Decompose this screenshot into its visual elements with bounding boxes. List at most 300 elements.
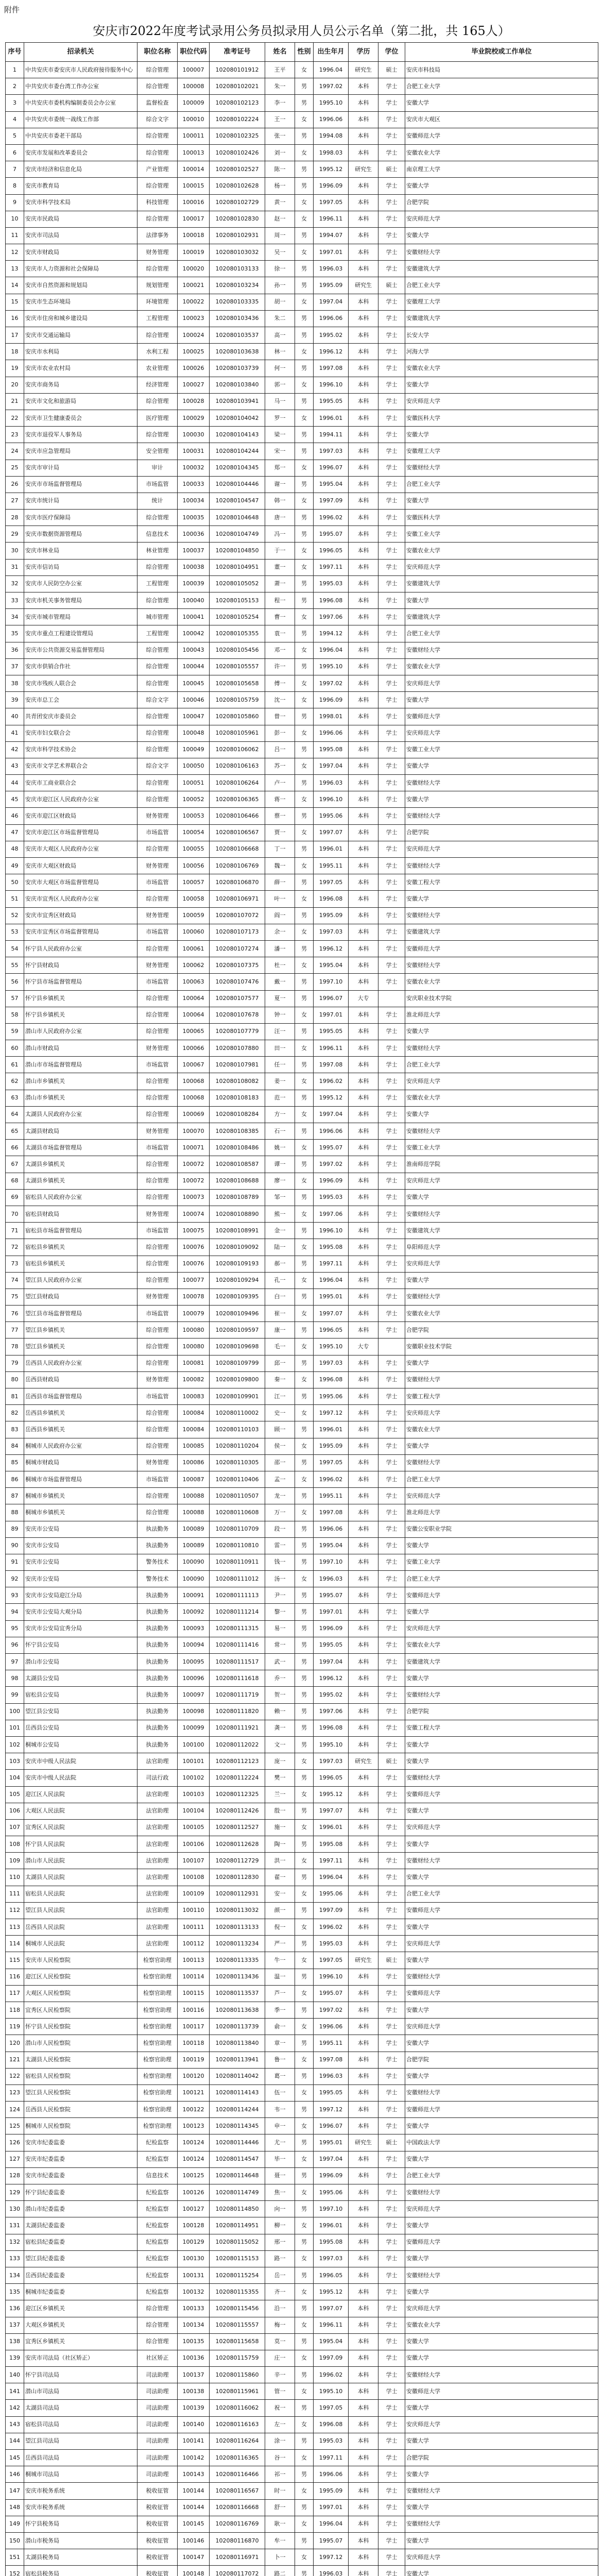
table-cell: 102080107779 [210,1023,265,1040]
table-cell: 学士 [378,1454,405,1471]
table-row [6,543,598,559]
table-cell: 男 [295,2566,314,2576]
table-cell: 学士 [378,957,405,974]
table-cell: 学士 [378,2217,405,2234]
table-row [6,1289,598,1305]
table-cell: 33 [6,592,24,609]
table-cell: 1996.08 [314,1720,349,1736]
table-cell: 102080109496 [210,1306,265,1322]
table-cell: 迎江区人民检察院 [24,1969,137,1985]
table-row [6,2167,598,2184]
table-cell: 100148 [178,2566,210,2576]
page-title: 安庆市2022年度考试录用公务员拟录用人员公示名单（第二批，共 165人） [93,24,510,38]
table-cell: 女 [295,1239,314,1256]
table-cell: 135 [6,2284,24,2300]
table-cell: 姚一 [265,1140,295,1156]
table-cell: 1996.07 [314,990,349,1007]
table-cell: 1996.03 [314,2566,349,2576]
table-cell: 102080103335 [210,294,265,310]
table-cell: 女 [295,294,314,310]
table-cell: 1995.05 [314,1023,349,1040]
table-cell: 127 [6,2151,24,2167]
table-cell: 51 [6,891,24,907]
table-cell: 男 [295,775,314,791]
table-cell: 学士 [378,1853,405,1869]
table-cell: 73 [6,1256,24,1272]
table-cell: 合肥工业大学 [405,476,598,493]
table-cell: 检察官助理 [137,2118,178,2134]
table-cell: 100104 [178,1803,210,1819]
table-cell: 桐城市人民政府办公室 [24,1438,137,1454]
table-cell: 本科 [349,2234,378,2250]
table-cell: 潜山市人民法院 [24,1853,137,1869]
table-cell: 安徽大学 [405,2250,598,2267]
table-cell: 102080110406 [210,1471,265,1487]
table-cell: 学士 [378,1786,405,1803]
table-cell: 任一 [265,1057,295,1073]
table-cell: 刘一 [265,144,295,161]
table-cell: 太湖县纪委监委 [24,2217,137,2234]
table-cell: 学士 [378,1488,405,1504]
table-cell: 1995.07 [314,1587,349,1604]
table-cell: 2 [6,78,24,95]
table-cell: 学士 [378,543,405,559]
table-cell: 女 [295,144,314,161]
table-cell: 100137 [178,2367,210,2383]
table-cell: 男 [295,1604,314,1620]
table-cell: 男 [295,178,314,194]
table-cell: 128 [6,2167,24,2184]
table-row [6,1471,598,1487]
table-cell: 1996.05 [314,543,349,559]
table-cell: 83 [6,1421,24,1438]
table-cell: 产业管理 [137,161,178,178]
table-cell: 本科 [349,2300,378,2317]
table-cell: 98 [6,1670,24,1687]
table-cell: 纪检监察 [137,2184,178,2201]
table-cell: 本科 [349,327,378,344]
table-row [6,2035,598,2052]
table-cell: 安徽财经大学 [405,907,598,924]
table-cell: 1997.02 [314,1156,349,1173]
table-cell: 戴一 [265,974,295,990]
table-cell: 学士 [378,924,405,940]
table-cell: 安徽财经大学 [405,2483,598,2499]
table-cell: 男 [295,2433,314,2449]
table-cell: 60 [6,1040,24,1057]
table-cell: 102080115254 [210,2267,265,2283]
table-cell: 安庆市文学艺术界联合会 [24,758,137,774]
table-cell: 安庆市水利局 [24,344,137,360]
table-cell: 102080103537 [210,327,265,344]
table-cell: 宿松县财政局 [24,1206,137,1222]
table-cell: 潜山市市场监督管理局 [24,1057,137,1073]
table-cell: 100052 [178,791,210,808]
table-cell: 102080115860 [210,2367,265,2383]
table-cell: 1995.10 [314,658,349,675]
table-cell: 102080111921 [210,1720,265,1736]
table-row [6,1090,598,1106]
table-cell: 安徽财经大学 [405,2084,598,2101]
table-cell: 100023 [178,310,210,327]
table-cell: 综合管理 [137,1007,178,1023]
table-cell: 安徽建筑大学 [405,261,598,277]
table-cell: 薛一 [265,874,295,891]
table-cell: 女 [295,493,314,509]
table-cell: 男 [295,658,314,675]
table-cell: 学士 [378,907,405,924]
table-cell: 本科 [349,1936,378,1952]
table-cell: 100092 [178,1604,210,1620]
table-cell: 1996.09 [314,692,349,708]
table-cell: 安徽大学 [405,692,598,708]
table-cell: 102080106365 [210,791,265,808]
table-cell: 102080113436 [210,1969,265,1985]
table-cell: 萧一 [265,575,295,592]
table-cell: 7 [6,161,24,178]
table-cell: 本科 [349,1654,378,1670]
table-cell: 莫一 [265,2333,295,2350]
table-cell: 乔一 [265,1670,295,1687]
table-cell: 137 [6,2317,24,2333]
table-cell: 安徽财经大学 [405,2184,598,2201]
table-cell: 男 [295,1554,314,1570]
table-row [6,940,598,957]
table-cell: 100026 [178,360,210,377]
table-cell: 怀宁县财政局 [24,957,137,974]
table-cell: 司法助理 [137,2400,178,2416]
table-cell: 学士 [378,78,405,95]
table-row [6,1720,598,1736]
table-cell: 安徽师范大学 [405,708,598,725]
table-cell: 综合管理 [137,327,178,344]
table-cell: 学士 [378,1073,405,1090]
table-cell: 安庆师范大学 [405,1405,598,1421]
table-cell: 102080111113 [210,1587,265,1604]
table-cell: 65 [6,1123,24,1140]
table-cell: 本科 [349,310,378,327]
table-cell: 本科 [349,1571,378,1587]
table-row [6,327,598,344]
table-cell: 安徽大学 [405,377,598,393]
table-cell: 学士 [378,1106,405,1123]
table-cell: 石一 [265,1123,295,1140]
table-row [6,725,598,741]
table-cell: 安徽大学 [405,178,598,194]
table-cell: 本科 [349,1703,378,1720]
table-cell: 法官助理 [137,1819,178,1836]
table-cell: 宿松县乡镇机关 [24,1239,137,1256]
table-cell: 100131 [178,2267,210,2283]
table-cell: 综合管理 [137,675,178,691]
table-cell: 1995.05 [314,393,349,410]
table-cell: 102080107072 [210,907,265,924]
table-cell: 女 [295,1438,314,1454]
table-row [6,2184,598,2201]
table-cell: 本科 [349,2383,378,2400]
table-cell: 100035 [178,510,210,526]
table-cell: 男 [295,2234,314,2250]
table-cell: 法官助理 [137,1836,178,1853]
table-cell: 102080107476 [210,974,265,990]
table-cell: 左一 [265,2416,295,2433]
table-cell: 女 [295,1471,314,1487]
table-cell: 安徽公安职业学院 [405,1521,598,1537]
table-cell: 学士 [378,360,405,377]
table-cell: 1997.08 [314,2052,349,2068]
table-cell: 学士 [378,111,405,128]
table-cell: 82 [6,1405,24,1421]
table-row [6,2532,598,2549]
table-cell: 警务技术 [137,1554,178,1570]
table-cell: 安徽师范大学 [405,2234,598,2250]
table-cell: 合肥工业大学 [405,2167,598,2184]
table-cell: 100065 [178,1023,210,1040]
table-cell: 女 [295,1753,314,1770]
table-cell: 学士 [378,1040,405,1057]
table-cell: 1997.06 [314,1703,349,1720]
table-cell: 100064 [178,1007,210,1023]
table-cell: 男 [295,1454,314,1471]
table-cell: 潜山市税务局 [24,2532,137,2549]
table-row [6,427,598,443]
table-cell: 学士 [378,1471,405,1487]
table-cell: 潜山市纪委监委 [24,2201,137,2217]
table-cell: 100063 [178,974,210,990]
table-cell: 100019 [178,244,210,261]
table-cell: 学士 [378,1206,405,1222]
table-cell: 学士 [378,2201,405,2217]
table-cell: 1995.08 [314,1239,349,1256]
table-cell: 韩一 [265,493,295,509]
table-cell: 怀宁县人民法院 [24,1836,137,1853]
table-cell: 1997.07 [314,1306,349,1322]
table-row [6,2118,598,2134]
table-cell: 100139 [178,2400,210,2416]
table-cell: 安庆市宜秀区市场监督管理局 [24,924,137,940]
table-cell: 31 [6,559,24,575]
table-cell: 安徽财经大学 [405,775,598,791]
table-cell: 116 [6,1969,24,1985]
table-cell: 本科 [349,2167,378,2184]
table-cell: 安徽大学 [405,1919,598,1936]
table-cell: 怀宁县乡镇机关 [24,1007,137,1023]
table-cell: 102080105961 [210,725,265,741]
table-cell: 学士 [378,1902,405,1919]
table-cell: 俞一 [265,2019,295,2035]
table-cell: 男 [295,2367,314,2383]
table-cell: 9 [6,194,24,211]
table-cell: 税收征管 [137,2516,178,2532]
table-cell: 孔一 [265,1272,295,1289]
table-cell: 本科 [349,1454,378,1471]
table-cell: 男 [295,78,314,95]
table-row [6,1521,598,1537]
table-cell: 学士 [378,808,405,824]
table-cell: 潜山市公安局 [24,1654,137,1670]
table-row [6,1421,598,1438]
table-cell: 本科 [349,1371,378,1388]
table-cell: 102080106567 [210,824,265,841]
table-cell: 学士 [378,2367,405,2383]
table-cell: 龚一 [265,1720,295,1736]
table-cell: 100134 [178,2317,210,2333]
table-cell: 43 [6,758,24,774]
table-row [6,1438,598,1454]
table-cell: 1997.10 [314,974,349,990]
table-cell: 本科 [349,543,378,559]
table-cell: 孙一 [265,277,295,294]
table-cell: 132 [6,2234,24,2250]
table-cell: 安徽医科大学 [405,510,598,526]
table-cell: 126 [6,2134,24,2151]
table-cell: 本科 [349,2367,378,2383]
table-cell: 夏一 [265,990,295,1007]
table-cell: 102080107981 [210,1057,265,1073]
table-cell: 86 [6,1471,24,1487]
table-cell: 102080111517 [210,1654,265,1670]
table-cell: 1996.04 [314,1869,349,1886]
table-cell: 102080107173 [210,924,265,940]
table-cell: 146 [6,2466,24,2483]
table-cell: 安庆市公共资源交易监督管理局 [24,642,137,658]
table-cell: 100087 [178,1471,210,1487]
table-cell: 学士 [378,526,405,543]
table-cell: 安庆市税务系统 [24,2483,137,2499]
table-row [6,1902,598,1919]
table-cell: 卢一 [265,775,295,791]
table-cell: 94 [6,1604,24,1620]
table-cell: 1996.02 [314,1919,349,1936]
table-cell: 学士 [378,1654,405,1670]
table-cell: 学士 [378,675,405,691]
table-cell: 本科 [349,1687,378,1703]
table-cell: 男 [295,443,314,460]
table-cell: 长安大学 [405,327,598,344]
table-cell: 申一 [265,2118,295,2134]
table-cell: 本科 [349,1819,378,1836]
table-cell: 财务管理 [137,1206,178,1222]
table-cell: 合肥工业大学 [405,277,598,294]
table-cell: 学士 [378,310,405,327]
table-cell: 女 [295,2084,314,2101]
table-cell: 合肥工业大学 [405,1886,598,1902]
table-cell: 许一 [265,658,295,675]
table-cell: 1995.04 [314,957,349,974]
table-cell: 学士 [378,2102,405,2118]
table-cell: 综合文字 [137,111,178,128]
table-cell: 100079 [178,1306,210,1322]
table-cell: 安庆市商务局 [24,377,137,393]
table-cell: 102080105254 [210,609,265,625]
table-cell: 100098 [178,1703,210,1720]
table-cell: 85 [6,1454,24,1471]
table-cell: 综合文字 [137,692,178,708]
table-cell: 本科 [349,642,378,658]
table-cell: 47 [6,824,24,841]
table-cell: 55 [6,957,24,974]
table-cell: 综合管理 [137,708,178,725]
table-cell: 樊一 [265,1770,295,1786]
table-cell: 本科 [349,2002,378,2018]
table-cell: 女 [295,2118,314,2134]
table-cell: 程一 [265,592,295,609]
table-cell: 望江县乡镇机关 [24,1322,137,1338]
table-cell: 102080106466 [210,808,265,824]
table-cell: 合肥学院 [405,1322,598,1338]
table-cell: 1996.10 [314,1223,349,1239]
table-cell: 129 [6,2184,24,2201]
table-cell: 本科 [349,360,378,377]
table-cell: 学士 [378,874,405,891]
table-cell: 1995.09 [314,1438,349,1454]
table-row [6,1985,598,2002]
table-cell: 学士 [378,144,405,161]
table-cell: 1997.07 [314,1803,349,1819]
table-cell: 辛一 [265,2367,295,2383]
table-cell: 100080 [178,1322,210,1338]
table-cell: 安徽工业大学 [405,741,598,758]
table-cell: 安庆师范大学 [405,725,598,741]
table-cell: 男 [295,128,314,144]
table-cell: 本科 [349,2499,378,2516]
table-cell: 1996.08 [314,891,349,907]
table-cell: 男 [295,1289,314,1305]
table-cell: 学士 [378,2416,405,2433]
table-cell: 安徽大学 [405,2566,598,2576]
table-cell: 怀宁县税务局 [24,2516,137,2532]
table-cell: 执法勤务 [137,1720,178,1736]
table-cell: 100128 [178,2217,210,2234]
table-cell: 安庆市卫生健康委员会 [24,410,137,426]
table-cell: 安庆市财政局 [24,244,137,261]
table-cell: 本科 [349,1604,378,1620]
table-cell: 1995.03 [314,2433,349,2449]
table-cell: 102080113739 [210,2019,265,2035]
table-cell: 102080108789 [210,1189,265,1206]
table-cell: 安徽财经大学 [405,1454,598,1471]
table-cell: 100032 [178,460,210,476]
table-cell: 水利工程 [137,344,178,360]
table-cell: 望江县纪委监委 [24,2250,137,2267]
table-cell: 学士 [378,410,405,426]
table-cell: 104 [6,1770,24,1786]
table-cell: 财务管理 [137,244,178,261]
table-cell: 综合管理 [137,1438,178,1454]
table-cell: 102080104244 [210,443,265,460]
table-cell: 学士 [378,2118,405,2134]
table-cell: 综合管理 [137,940,178,957]
table-row [6,1355,598,1371]
table-cell: 102080108991 [210,1223,265,1239]
table-cell: 100094 [178,1637,210,1653]
table-cell: 124 [6,2102,24,2118]
table-cell: 学士 [378,775,405,791]
table-cell: 执法勤务 [137,1687,178,1703]
table-cell: 学士 [378,1421,405,1438]
table-cell: 1996.04 [314,1272,349,1289]
table-cell: 100037 [178,543,210,559]
table-cell: 安庆市大观区人民政府办公室 [24,841,137,857]
table-cell: 男 [295,1355,314,1371]
table-cell: 合肥学院 [405,194,598,211]
table-cell: 72 [6,1239,24,1256]
table-cell: 男 [295,2333,314,2350]
table-cell: 江一 [265,1388,295,1405]
table-cell: 宿松县公安局 [24,1687,137,1703]
table-cell: 综合管理 [137,211,178,227]
table-row [6,1620,598,1637]
